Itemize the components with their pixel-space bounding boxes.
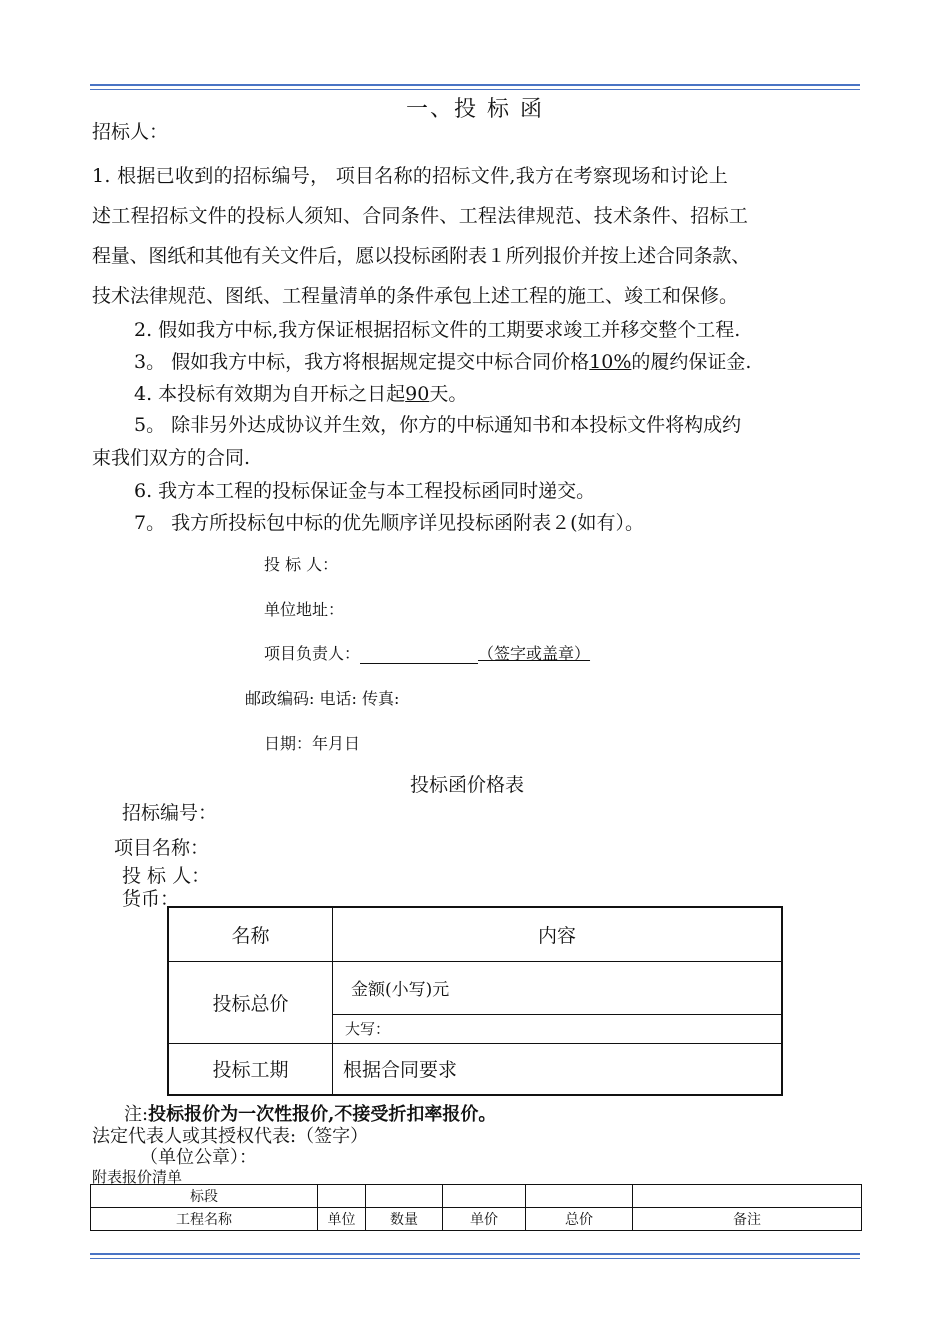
paragraph-4-days: 90: [405, 383, 430, 405]
cell-empty: [633, 1185, 862, 1208]
recipient-label: 招标人：: [92, 121, 169, 143]
signature-date: 日期：年月日: [264, 734, 361, 753]
appendix-table: [90, 1184, 862, 1231]
footer-rule: [90, 1253, 860, 1255]
cell-empty: [318, 1185, 366, 1208]
col-project-name: 工程名称: [91, 1208, 318, 1231]
paragraph-3-percent: 10%: [589, 351, 632, 373]
header-rule: [90, 84, 860, 86]
signature-contacts: 邮政编码: 电话: 传真:: [245, 689, 400, 708]
tender-number-label: 招标编号：: [122, 802, 218, 824]
project-name-label: 项目名称：: [114, 837, 210, 859]
amount-small: 金额(小写)元: [333, 961, 783, 1014]
col-quantity: 数量: [366, 1208, 443, 1231]
paragraph-2: 2. 假如我方中标,我方保证根据招标文件的工期要求竣工并移交整个工程.: [134, 319, 741, 341]
paragraph-4-pre: 4. 本投标有效期为自开标之日起: [134, 383, 406, 405]
price-table: [167, 906, 783, 1096]
note-prefix: 注:: [124, 1104, 149, 1125]
note-text: 投标报价为一次性报价,不接受折扣率报价。: [148, 1104, 497, 1125]
paragraph-4: [134, 379, 467, 406]
amount-big: 大写：: [333, 1014, 783, 1043]
paragraph-3: [134, 347, 751, 374]
bidder-label: 投 标 人：: [122, 865, 211, 887]
paragraph-1-line-4: 技术法律规范、图纸、工程量清单的条件承包上述工程的施工、竣工和保修。: [92, 285, 739, 307]
col-unit-price: 单价: [443, 1208, 526, 1231]
paragraph-3-pre: 3。 假如我方中标，我方将根据规定提交中标合同价格: [134, 351, 590, 373]
section-label: 标段: [91, 1185, 318, 1208]
signature-bidder: 投 标 人：: [264, 555, 339, 574]
paragraph-1-line-1: 1. 根据已收到的招标编号， 项目名称的招标文件,我方在考察现场和讨论上: [92, 165, 729, 187]
paragraph-7: 7。 我方所投标包中标的优先顺序详见投标函附表２(如有）。: [134, 512, 645, 534]
col-unit: 单位: [318, 1208, 366, 1231]
cell-empty: [443, 1185, 526, 1208]
cell-empty: [526, 1185, 633, 1208]
paragraph-5-line-1: 5。 除非另外达成协议并生效，你方的中标通知书和本投标文件将构成约: [134, 414, 742, 436]
signature-manager-note: （签字或盖章）: [478, 644, 591, 663]
period-label: 投标工期: [168, 1043, 333, 1095]
header-name: 名称: [168, 907, 333, 961]
signature-address: 单位地址：: [264, 600, 345, 619]
paragraph-6: 6. 我方本工程的投标保证金与本工程投标函同时递交。: [134, 480, 596, 502]
price-form-title: 投标函价格表: [410, 774, 525, 796]
page-title: 一、投 标 函: [406, 97, 544, 122]
col-total-price: 总价: [526, 1208, 633, 1231]
paragraph-5-line-2: 束我们双方的合同.: [92, 447, 251, 469]
period-value: 根据合同要求: [333, 1043, 783, 1095]
appendix-title: 附表报价清单: [92, 1168, 183, 1186]
header-content: 内容: [333, 907, 783, 961]
paragraph-1-line-3: 程量、图纸和其他有关文件后，愿以投标函附表１所列报价并按上述合同条款、: [92, 245, 751, 267]
signature-manager-label: 项目负责人：: [264, 644, 361, 663]
signature-manager: [264, 641, 590, 664]
paragraph-1-line-2: 述工程招标文件的投标人须知、合同条件、工程法律规范、技术条件、招标工: [92, 205, 749, 227]
col-remarks: 备注: [633, 1208, 862, 1231]
paragraph-3-post: 的履约保证金.: [631, 351, 752, 373]
legal-representative: 法定代表人或其授权代表:（签字）: [92, 1126, 369, 1147]
signature-line: [360, 663, 478, 664]
currency-label: 货币：: [122, 888, 180, 910]
cell-empty: [366, 1185, 443, 1208]
paragraph-4-post: 天。: [429, 383, 468, 405]
total-price-label: 投标总价: [168, 961, 333, 1043]
unit-seal: （单位公章）：: [140, 1147, 257, 1168]
